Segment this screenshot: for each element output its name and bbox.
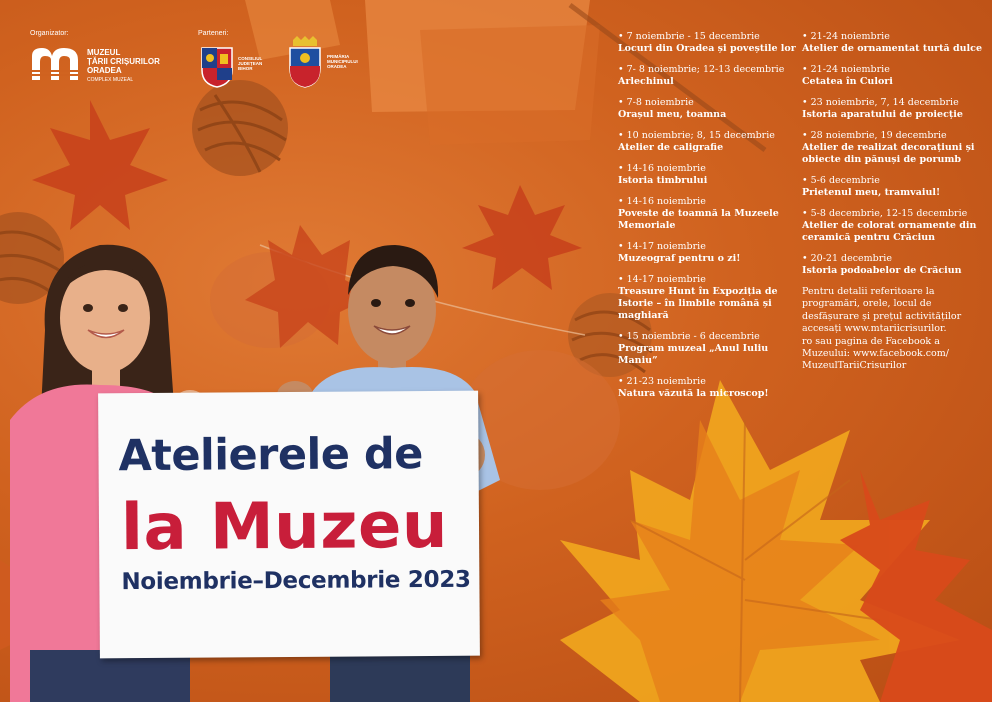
partner2-line1: PRIMĂRIA <box>327 54 350 59</box>
schedule-event <box>618 97 796 121</box>
info-line: ro sau pagina de Facebook a <box>802 335 940 347</box>
event-date: • 14-16 noiembrie <box>618 163 706 174</box>
museum-subtitle: COMPLEX MUZEAL <box>87 77 134 83</box>
maple-leaf-small-2 <box>462 185 582 290</box>
event-title: Poveste de toamnă la Muzeele <box>618 208 779 219</box>
event-title: Maniu” <box>618 355 658 366</box>
schedule-left-column <box>618 31 796 409</box>
event-title: Treasure Hunt în Expoziția de <box>618 286 778 297</box>
event-date: • 14-17 noiembrie <box>618 274 706 285</box>
schedule-event <box>618 241 796 265</box>
schedule-event <box>618 31 796 55</box>
twine-ball-1 <box>192 80 288 176</box>
partner1-line1: CONSILIUL <box>238 56 263 61</box>
organizer-label: Organizator: <box>30 30 69 37</box>
schedule-right-events <box>802 31 982 277</box>
event-date: • 10 noiembrie; 8, 15 decembrie <box>618 130 775 141</box>
schedule-event <box>618 196 796 232</box>
event-title: Istoria podoabelor de Crăciun <box>802 265 962 276</box>
sign-title-line1: Atelierele de <box>118 429 424 482</box>
info-text <box>802 286 982 373</box>
info-line: MuzeulTariiCrisurilor <box>802 360 907 372</box>
schedule-event <box>802 31 982 55</box>
event-date: • 5-6 decembrie <box>802 175 880 186</box>
event-title: Cetatea în Culori <box>802 76 893 87</box>
event-date: • 14-16 noiembrie <box>618 196 706 207</box>
event-title: obiecte din pănuși de porumb <box>802 154 962 165</box>
schedule-event <box>618 331 796 367</box>
event-title: Arlechinul <box>618 76 674 87</box>
schedule-event <box>802 253 982 277</box>
schedule-event <box>618 130 796 154</box>
museum-name-line3: ORADEA <box>87 66 122 75</box>
partner1-name <box>238 56 262 71</box>
event-date: • 23 noiembrie, 7, 14 decembrie <box>802 97 959 108</box>
partner2-line3: ORADEA <box>327 64 347 69</box>
sign-dates: Noiembrie–Decembrie 2023 <box>121 566 471 596</box>
info-line: Pentru detalii referitoare la <box>802 286 935 297</box>
partners-label: Parteneri: <box>198 30 229 37</box>
schedule-event <box>802 208 982 244</box>
event-title: Locuri din Oradea și poveștile lor <box>618 43 796 54</box>
event-date: • 21-23 noiembrie <box>618 376 706 387</box>
event-title: Atelier de ornamentat turtă dulce <box>802 43 982 54</box>
event-title: Atelier de realizat decorațiuni și <box>802 142 975 153</box>
oradea-coat-of-arms-icon <box>287 36 323 88</box>
maple-leaf-small-1 <box>32 100 168 230</box>
info-line: programări, orele, locul de <box>802 298 932 310</box>
event-title: Istorie – în limbile română și <box>618 298 772 309</box>
museum-name-line2: ȚĂRII CRIȘURILOR <box>87 57 160 66</box>
event-date: • 20-21 decembrie <box>802 253 892 264</box>
event-title: Muzeograf pentru o zi! <box>618 253 741 264</box>
partner2-name <box>327 54 358 69</box>
schedule-event <box>618 64 796 88</box>
event-title: maghiară <box>618 310 669 321</box>
event-title: Natura văzută la microscop! <box>618 388 769 399</box>
event-date: • 21-24 noiembrie <box>802 31 890 42</box>
event-title: Istoria aparatului de proiecție <box>802 109 963 120</box>
event-date: • 21-24 noiembrie <box>802 64 890 75</box>
event-date: • 28 noiembrie, 19 decembrie <box>802 130 947 141</box>
schedule-event <box>802 175 982 199</box>
schedule-right-column <box>802 31 982 373</box>
schedule-event <box>618 274 796 322</box>
event-title: Istoria timbrului <box>618 175 708 186</box>
event-title: Atelier de colorat ornamente din <box>802 220 977 231</box>
event-date: • 5-8 decembrie, 12-15 decembrie <box>802 208 968 219</box>
title-sign <box>98 391 480 659</box>
partner1-line3: BIHOR <box>238 66 253 71</box>
event-title: Prietenul meu, tramvaiul! <box>802 187 941 198</box>
info-line: Muzeului: www.facebook.com/ <box>802 348 949 360</box>
schedule-event <box>802 64 982 88</box>
event-date: • 7- 8 noiembrie; 12-13 decembrie <box>618 64 785 75</box>
schedule-event <box>618 376 796 400</box>
schedule-event <box>618 163 796 187</box>
museum-name <box>87 48 160 75</box>
info-line: accesați www.mtariicrisurilor. <box>802 323 947 335</box>
event-date: • 15 noiembrie - 6 decembrie <box>618 331 760 342</box>
bihor-county-coat-of-arms-icon <box>200 46 234 88</box>
event-title: ceramică pentru Crăciun <box>802 232 936 243</box>
event-date: • 14-17 noiembrie <box>618 241 706 252</box>
event-title: Program muzeal „Anul Iuliu <box>618 343 769 354</box>
event-title: Orașul meu, toamna <box>618 109 727 120</box>
event-title: Memoriale <box>618 220 676 231</box>
info-line: desfășurare și prețul activităților <box>802 310 962 322</box>
schedule-event <box>802 130 982 166</box>
event-date: • 7 noiembrie - 15 decembrie <box>618 31 760 42</box>
partner1-line2: JUDEȚEAN <box>238 61 263 66</box>
event-date: • 7-8 noiembrie <box>618 97 694 108</box>
schedule-event <box>802 97 982 121</box>
sign-title-line2: la Muzeu <box>120 488 449 566</box>
partner2-line2: MUNICIPIULUI <box>327 59 358 64</box>
event-title: Atelier de caligrafie <box>618 142 724 153</box>
museum-name-line1: MUZEUL <box>87 48 121 57</box>
museum-logo-icon <box>30 46 80 82</box>
